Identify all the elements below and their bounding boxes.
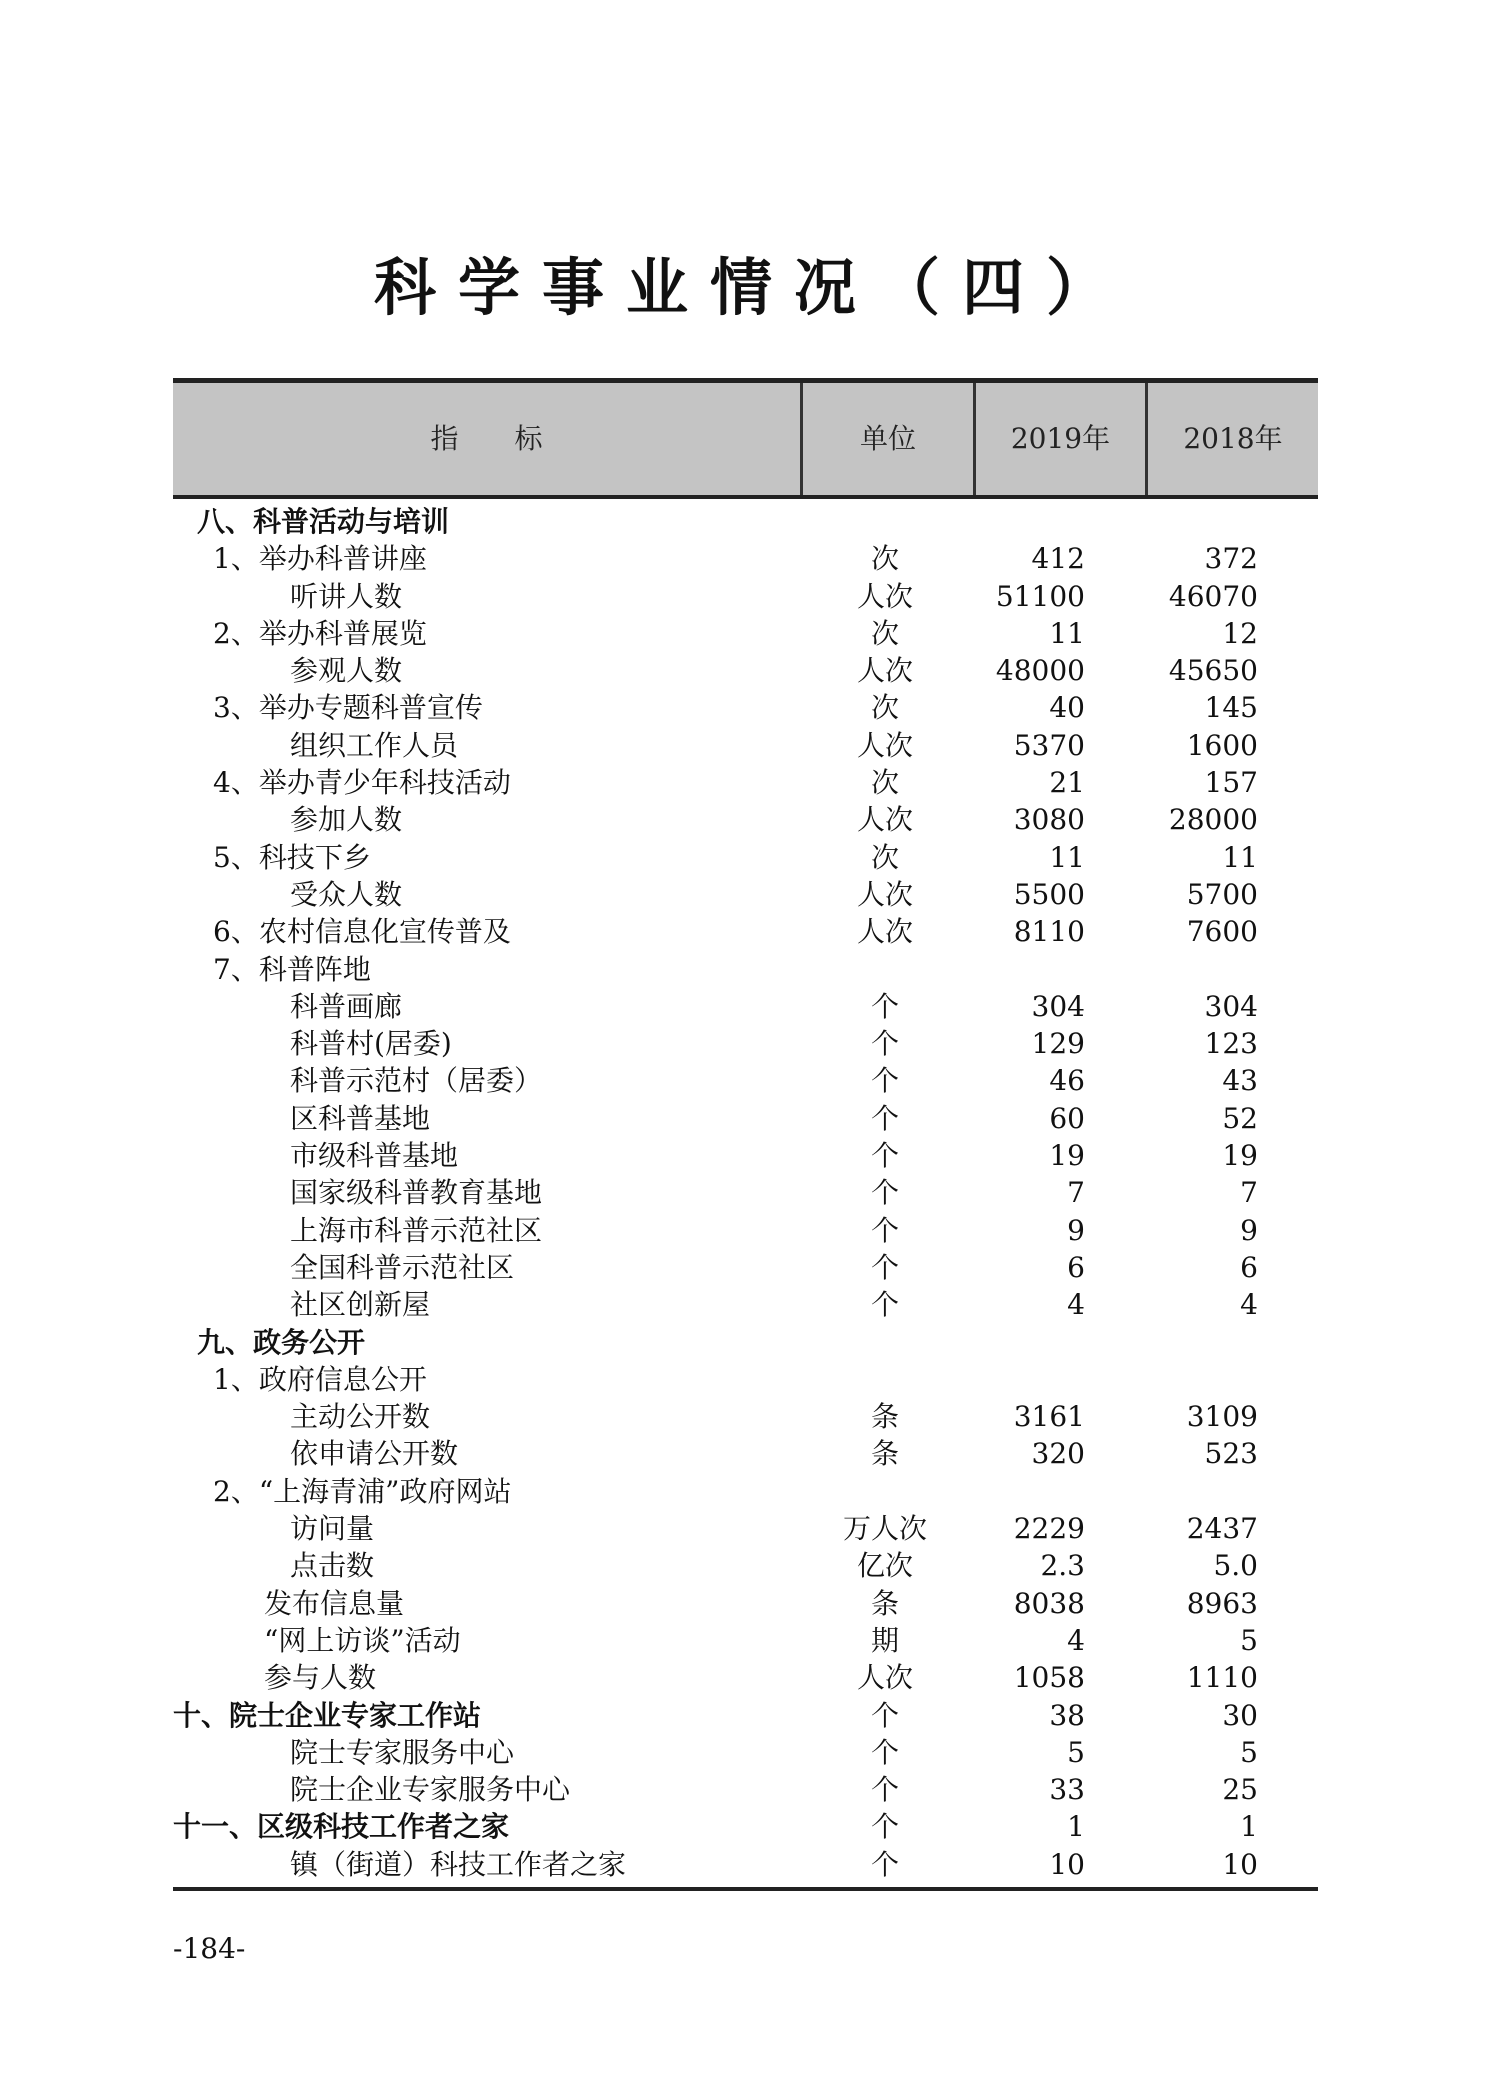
row-name: 7、科普阵地 [213, 952, 371, 986]
page-title: 科学事业情况（四） [373, 251, 1130, 324]
row-name: 区科普基地 [290, 1101, 431, 1135]
row-unit: 人次 [856, 877, 913, 911]
value-2018: 8963 [1186, 1586, 1258, 1620]
table-row [173, 1622, 1318, 1659]
row-unit: 个 [870, 1250, 899, 1284]
header-indicator: 指 标 [430, 422, 543, 455]
table-row [173, 1473, 1318, 1510]
header-unit: 单位 [859, 422, 916, 455]
row-name: 社区创新屋 [290, 1288, 431, 1322]
table-row [173, 1585, 1318, 1622]
value-2019: 5 [1067, 1735, 1085, 1769]
value-2018: 5700 [1186, 877, 1258, 911]
table-row [173, 1286, 1318, 1323]
row-name: 科普画廊 [290, 989, 403, 1023]
row-unit: 次 [870, 616, 899, 650]
row-name: 全国科普示范社区 [290, 1250, 515, 1284]
value-2018: 372 [1204, 542, 1258, 576]
table-row [173, 540, 1318, 577]
table-row [173, 1025, 1318, 1062]
value-2018: 45650 [1168, 654, 1258, 688]
table-row [173, 801, 1318, 838]
table-row [173, 1435, 1318, 1472]
value-2018: 5.0 [1213, 1549, 1258, 1583]
table-row [173, 1846, 1318, 1883]
value-2018: 9 [1240, 1213, 1258, 1247]
row-unit: 个 [870, 1101, 899, 1135]
value-2019: 412 [1031, 542, 1085, 576]
row-unit: 期 [870, 1623, 899, 1657]
value-2019: 40 [1049, 691, 1085, 725]
value-2019: 129 [1031, 1027, 1085, 1061]
table-row [173, 727, 1318, 764]
row-unit: 个 [870, 1847, 899, 1881]
row-name: 参加人数 [290, 803, 403, 837]
row-name: 镇（街道）科技工作者之家 [290, 1847, 627, 1881]
table-bottom-rule [173, 1887, 1318, 1891]
value-2018: 52 [1222, 1101, 1258, 1135]
table-row [173, 1771, 1318, 1808]
value-2019: 8038 [1013, 1586, 1085, 1620]
row-name: 科普示范村（居委） [290, 1064, 543, 1098]
row-unit: 个 [870, 989, 899, 1023]
value-2018: 157 [1204, 766, 1258, 800]
value-2019: 3161 [1013, 1400, 1085, 1434]
value-2018: 43 [1222, 1064, 1258, 1098]
row-unit: 次 [870, 542, 899, 576]
row-name: 1、举办科普讲座 [213, 542, 427, 576]
value-2018: 2437 [1186, 1512, 1258, 1546]
table-row [173, 1510, 1318, 1547]
row-unit: 次 [870, 766, 899, 800]
row-name: 八、科普活动与培训 [197, 505, 450, 538]
row-name: 听讲人数 [290, 579, 403, 613]
value-2018: 1600 [1186, 728, 1258, 762]
row-unit: 亿次 [856, 1549, 913, 1583]
value-2019: 19 [1049, 1139, 1085, 1173]
row-name: 4、举办青少年科技活动 [213, 766, 511, 800]
table-row [173, 951, 1318, 988]
row-name: 院士企业专家服务中心 [290, 1773, 571, 1807]
row-name: 受众人数 [290, 877, 403, 911]
value-2019: 8110 [1013, 915, 1085, 949]
table-row [173, 1174, 1318, 1211]
row-name: 6、农村信息化宣传普及 [213, 915, 511, 949]
row-unit: 个 [870, 1027, 899, 1061]
row-unit: 人次 [856, 915, 913, 949]
table-row [173, 1062, 1318, 1099]
value-2018: 4 [1240, 1288, 1258, 1322]
value-2018: 3109 [1186, 1400, 1258, 1434]
row-unit: 个 [870, 1064, 899, 1098]
value-2019: 5370 [1013, 728, 1085, 762]
value-2018: 11 [1222, 840, 1258, 874]
row-unit: 次 [870, 840, 899, 874]
row-unit: 个 [870, 1698, 899, 1732]
value-2019: 1 [1067, 1810, 1085, 1844]
table-row [173, 1734, 1318, 1771]
value-2018: 28000 [1168, 803, 1258, 837]
table-row [173, 1100, 1318, 1137]
row-name: 科普村(居委) [290, 1027, 452, 1061]
row-name: 依申请公开数 [290, 1437, 459, 1471]
value-2019: 4 [1067, 1288, 1085, 1322]
row-unit: 人次 [856, 803, 913, 837]
table-row [173, 652, 1318, 689]
row-unit: 万人次 [842, 1512, 927, 1546]
table-row [173, 1697, 1318, 1734]
value-2018: 523 [1204, 1437, 1258, 1471]
row-unit: 个 [870, 1773, 899, 1807]
row-name: 十、院士企业专家工作站 [173, 1698, 482, 1732]
value-2019: 7 [1067, 1176, 1085, 1210]
table-row [173, 615, 1318, 652]
value-2019: 46 [1049, 1064, 1085, 1098]
table-row [173, 913, 1318, 950]
value-2019: 9 [1067, 1213, 1085, 1247]
table-header [173, 383, 1318, 499]
value-2018: 5 [1240, 1735, 1258, 1769]
row-unit: 人次 [856, 579, 913, 613]
table-row [173, 1808, 1318, 1845]
row-name: 发布信息量 [264, 1586, 405, 1620]
row-unit: 人次 [856, 728, 913, 762]
value-2018: 7 [1240, 1176, 1258, 1210]
value-2018: 6 [1240, 1250, 1258, 1284]
row-unit: 个 [870, 1288, 899, 1322]
value-2019: 11 [1049, 616, 1085, 650]
row-name: 上海市科普示范社区 [290, 1213, 543, 1247]
row-name: 3、举办专题科普宣传 [213, 691, 483, 725]
table-row [173, 764, 1318, 801]
table-body [173, 499, 1318, 1883]
value-2019: 10 [1049, 1847, 1085, 1881]
table-row [173, 1249, 1318, 1286]
row-name: “网上访谈”活动 [264, 1623, 461, 1657]
value-2019: 11 [1049, 840, 1085, 874]
table-row [173, 876, 1318, 913]
row-unit: 个 [870, 1735, 899, 1769]
value-2019: 2229 [1013, 1512, 1085, 1546]
row-name: 1、政府信息公开 [213, 1362, 427, 1396]
value-2019: 1058 [1013, 1661, 1085, 1695]
value-2019: 38 [1049, 1698, 1085, 1732]
row-unit: 个 [870, 1176, 899, 1210]
row-unit: 次 [870, 691, 899, 725]
value-2018: 1 [1240, 1810, 1258, 1844]
row-name: 点击数 [290, 1549, 375, 1583]
value-2019: 48000 [995, 654, 1085, 688]
value-2018: 30 [1222, 1698, 1258, 1732]
row-unit: 条 [870, 1437, 899, 1471]
row-name: 访问量 [290, 1512, 375, 1546]
value-2018: 123 [1204, 1027, 1258, 1061]
value-2019: 51100 [995, 579, 1085, 613]
table-row [173, 1361, 1318, 1398]
row-name: 国家级科普教育基地 [290, 1176, 543, 1210]
row-name: 院士专家服务中心 [290, 1735, 515, 1769]
value-2018: 304 [1204, 989, 1258, 1023]
value-2019: 60 [1049, 1101, 1085, 1135]
table-row [173, 1212, 1318, 1249]
value-2019: 304 [1031, 989, 1085, 1023]
header-2018: 2018年 [1183, 422, 1283, 455]
row-name: 参观人数 [290, 654, 403, 688]
value-2019: 320 [1031, 1437, 1085, 1471]
row-unit: 条 [870, 1586, 899, 1620]
value-2018: 1110 [1186, 1661, 1258, 1695]
row-name: 参与人数 [264, 1661, 377, 1695]
statistics-table [173, 378, 1318, 1891]
row-unit: 个 [870, 1139, 899, 1173]
row-unit: 个 [870, 1810, 899, 1844]
value-2019: 5500 [1013, 877, 1085, 911]
value-2018: 19 [1222, 1139, 1258, 1173]
row-name: 十一、区级科技工作者之家 [173, 1810, 510, 1844]
table-row [173, 1659, 1318, 1696]
table-row [173, 839, 1318, 876]
table-row [173, 1398, 1318, 1435]
table-row [173, 578, 1318, 615]
table-row [173, 503, 1318, 540]
row-unit: 人次 [856, 1661, 913, 1695]
table-row [173, 988, 1318, 1025]
value-2019: 33 [1049, 1773, 1085, 1807]
row-name: 2、举办科普展览 [213, 616, 427, 650]
value-2019: 21 [1049, 766, 1085, 800]
table-row [173, 1547, 1318, 1584]
row-name: 九、政务公开 [197, 1325, 366, 1359]
value-2018: 7600 [1186, 915, 1258, 949]
value-2018: 145 [1204, 691, 1258, 725]
row-name: 主动公开数 [290, 1400, 431, 1434]
table-row [173, 1137, 1318, 1174]
row-unit: 个 [870, 1213, 899, 1247]
value-2019: 2.3 [1040, 1549, 1085, 1583]
value-2019: 6 [1067, 1250, 1085, 1284]
value-2018: 12 [1222, 616, 1258, 650]
row-name: 市级科普基地 [290, 1139, 459, 1173]
value-2018: 46070 [1168, 579, 1258, 613]
table-row [173, 1324, 1318, 1361]
page-number: -184- [173, 1932, 246, 1965]
value-2018: 25 [1222, 1773, 1258, 1807]
header-2019: 2019年 [1010, 422, 1111, 455]
row-name: 2、“上海青浦”政府网站 [213, 1474, 512, 1508]
value-2018: 5 [1240, 1623, 1258, 1657]
value-2018: 10 [1222, 1847, 1258, 1881]
table-row [173, 689, 1318, 726]
value-2019: 3080 [1013, 803, 1085, 837]
row-name: 5、科技下乡 [213, 840, 371, 874]
row-unit: 条 [870, 1400, 899, 1434]
row-unit: 人次 [856, 654, 913, 688]
row-name: 组织工作人员 [290, 728, 459, 762]
value-2019: 4 [1067, 1623, 1085, 1657]
